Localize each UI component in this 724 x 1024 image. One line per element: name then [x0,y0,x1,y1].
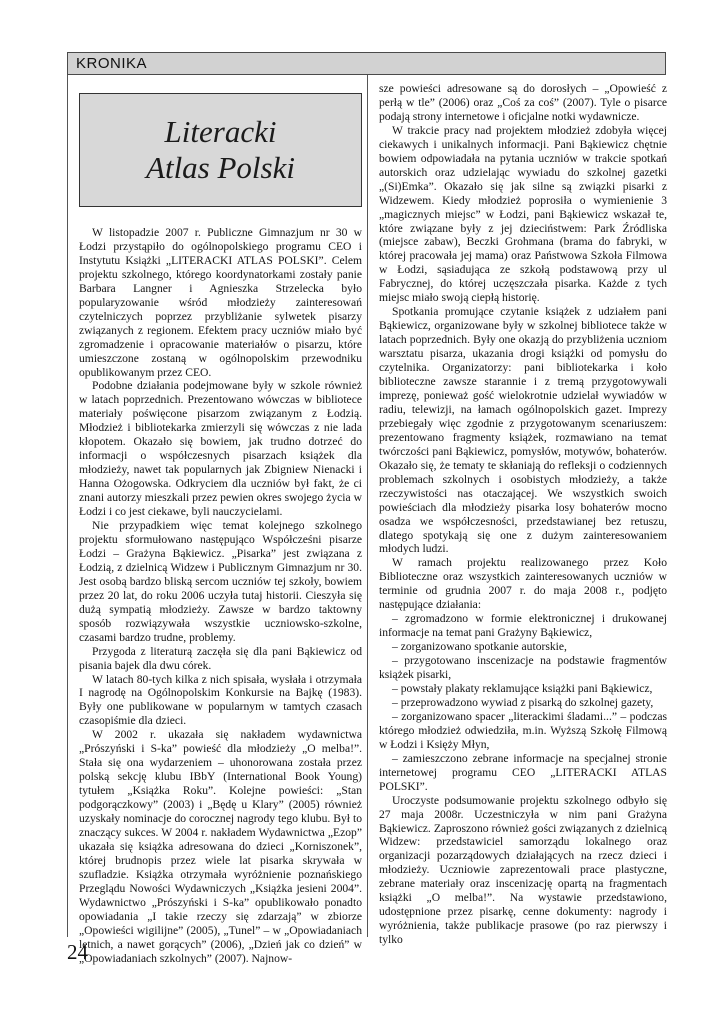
page-number: 24 [67,940,88,964]
section-header [67,52,666,75]
list-item: – zorganizowano spacer „literackimi śladami...” – podczas którego młodzież odwiedziła, m.in. Wyższą Szkołę Filmową w Łodzi i Księży Młyn, [379,709,667,751]
paragraph: W trakcie pracy nad projektem młodzież zdobyła więcej ciekawych i unikalnych informacji. Pani Bąkiewicz chętnie bowiem odpowiadała na pytania uczniów w trakcie spotkań autorskich oraz udzielając wywiadu do szkolnej gazetki „(Si)Emka”. Okazało się jak silne są związki pisarki z Widzewem. Kiedy młodzież poprosiła o wymienienie 3 „magicznych miejsc” w Łodzi, pani Bąkiewicz wskazał te, które związane były z jej dzieciństwem: Park Źródliska (miejsce zabaw), Beczki Grohmana (brama do fabryki, w której pracowała jej mama) oraz Państwowa Szkoła Filmowa w Łodzi, sąsiadująca ze szkołą podstawową przy ul Fabrycznej, do której uczęszczała pisarka. Każde z tych miejsc miało swoją ciepłą historię. [379,123,667,305]
paragraph: Przygoda z literaturą zaczęła się dla pani Bąkiewicz od pisania bajek dla dwu córek. [79,644,362,672]
list-item: – zorganizowano spotkanie autorskie, [392,640,567,654]
right-text-column [379,82,667,947]
column-divider [367,75,368,937]
paragraph: W ramach projektu realizowanego przez Koło Biblioteczne oraz wszystkich zainteresowanych uczniów w terminie od grudnia 2007 r. do maja 2008 r., podjęto następujące działania: [379,556,667,612]
list-item: – przygotowano inscenizacje na podstawie fragmentów książek pisarki, [379,654,667,682]
list-item: – powstały plakaty reklamujące książki pani Bąkiewicz, [392,681,653,695]
paragraph: Spotkania promujące czytanie książek z udziałem pani Bąkiewicz, organizowane były w szkolnej bibliotece także w latach poprzednich. Były one okazją do przybliżenia uczniom warsztatu pisarza, ukazania drogi książki od pomysłu do czytelnika. Organizatorzy: pani bibliotekarka i koło biblioteczne zawsze starannie i z tremą przygotowywali imprezę, ponieważ gość wielokrotnie udzielał wywiadów w radiu, telewizji, na łamach ogólnopolskich gazet. Imprezy przebiegały więc zgodnie z przygotowanym scenariuszem: prezentowano fragmenty książek, rozmawiano na temat twórczości pani Bąkiewicz, pomysłów, motywów, bohaterów. Okazało się, że tematy te skłaniają do refleksji o codziennych problemach szkolnych i osobistych młodzieży, a także rzeczywistości nas otaczającej. We wszystkich swoich powieściach dla młodzieży pisarka losy bohaterów mocno osadza we współczesności, przedstawianej bez retuszu, dlatego spotykają się one z dużym zainteresowaniem młodych ludzi. [379,305,667,556]
paragraph: sze powieści adresowane są do dorosłych – „Opowieść z perłą w tle” (2006) oraz „Coś za coś” (2007). Tyle o pisarce podają strony internetowe i oficjalne notki wydawnicze. [379,82,667,123]
left-border-rule [67,75,68,937]
paragraph: Nie przypadkiem więc temat kolejnego szkolnego projektu sformułowano następująco Współcześni pisarze Łodzi – Grażyna Bąkiewicz. „Pisarka” jest związana z Łodzią, z dzielnicą Widzew i Publicznym Gimnazjum nr 30. Jest osobą bardzo bliską sercom uczniów tej szkoły, bowiem przez 20 lat, do roku 2006 uczyła tutaj historii. Cieszyła się dużą sympatią młodzieży. Zawsze w bardzo taktowny sposób rozwiązywała wszystkie uczniowsko-szkolne, czasami bardzo trudne, problemy. [79,519,362,644]
article-title-line-2: Atlas Polski [146,150,295,185]
article-title-line-1: Literacki [164,114,277,149]
paragraph: W latach 80-tych kilka z nich spisała, wysłała i otrzymała I nagrodę na Ogólnopolskim Konkursie na Bajkę (1983). Były one publikowane w popularnym w tamtych czasach czasopiśmie dla dzieci. [79,672,362,728]
paragraph: Podobne działania podejmowane były w szkole również w latach poprzednich. Prezentowano wówczas w bibliotece materiały poświęcone pisarzom związanym z Łodzią. Młodzież i bibliotekarka zmierzyli się wówczas z nie lada kłopotem. Okazało się bowiem, jak trudno dotrzeć do informacji o współczesnych pisarzach książek dla młodzieży, nawet tak popularnych jak Zbigniew Nienacki i Hanna Ożogowska. Odkryciem dla uczniów był fakt, że ci znani autorzy mieszkali przez pewien okres swojego życia w Łodzi i co jest ciekawe, byli nauczycielami. [79,379,362,519]
paragraph: W listopadzie 2007 r. Publiczne Gimnazjum nr 30 w Łodzi przystąpiło do ogólnopolskiego programu CEO i Instytutu Książki „LITERACKI ATLAS POLSKI”. Celem projektu szkolnego, którego koordynatorkami zostały panie Barbara Langner i Agnieszka Strzelecka było popularyzowanie wśród młodzieży zainteresowań czytelniczych poprzez przybliżanie sylwetek pisarzy związanych z regionem. Efektem pracy uczniów miało być zgromadzenie i opracowanie materiałów o pisarzu, które umieszczone zostaną w ogólnopolskim przewodniku opublikowanym przez CEO. [79,226,362,379]
paragraph: W 2002 r. ukazała się nakładem wydawnictwa „Prószyński i S-ka” powieść dla młodzieży „O melba!”. Stała się ona wydarzeniem – uhonorowana została przez polską sekcję klubu IBbY (International Book Young) tytułem „Książka Roku”. Kolejne powieści: „Stan podgorączkowy” (2003) i „Będę u Klary” (2005) również uzyskały nominacje do corocznej nagrody tego klubu. Był to znaczący sukces. W 2004 r. nakładem Wydawnictwa „Ezop” ukazała się książka adresowana do dzieci „Korniszonek”, której brudnopis przez wiele lat pisarka skrywała w szufladzie. Książka otrzymała wyróżnienie poznańskiego Przeglądu Nowości Wydawniczych „Książka jesieni 2004”. Wydawnictwo „Prószyński i S-ka” opublikowało ponadto opowiadania „I takie rzeczy się zdarzają” w zbiorze „Opowieści wigilijne” (2005), „Tunel” – w „Opowiadaniach letnich, a nawet gorących” (2006), „Dzień jak co dzień” w „Opowiadaniach szkolnych” (2007). Najnow- [79,728,362,965]
paragraph: Uroczyste podsumowanie projektu szkolnego odbyło się 27 maja 2008r. Uczestniczyła w nim pani Grażyna Bąkiewicz. Zaproszono również gości związanych z dzielnicą Widzew: przedstawiciel samorządu lokalnego oraz organizacji pozarządowych działających na rzecz dzieci i młodzieży. Uczniowie zaprezentowali prace plastyczne, zebrane materiały oraz inscenizację opartą na fragmentach książki „O melba!”. Na wystawie przedstawiono, udostępnione przez pisarkę, cenne dokumenty: nagrody i wyróżnienia, także publikacje prasowe (po raz pierwszy i tylko [379,793,667,947]
article-title-box [79,93,362,207]
left-text-column [79,226,362,966]
list-item: – zamieszczono zebrane informacje na specjalnej stronie internetowej programu CEO „LITERACKI ATLAS POLSKI”. [379,751,667,793]
list-item: – zgromadzono w formie elektronicznej i drukowanej informacje na temat pani Grażyny Bąkiewicz, [379,612,667,640]
section-label: KRONIKA [76,55,148,72]
list-item: – przeprowadzono wywiad z pisarką do szkolnej gazety, [392,695,654,709]
